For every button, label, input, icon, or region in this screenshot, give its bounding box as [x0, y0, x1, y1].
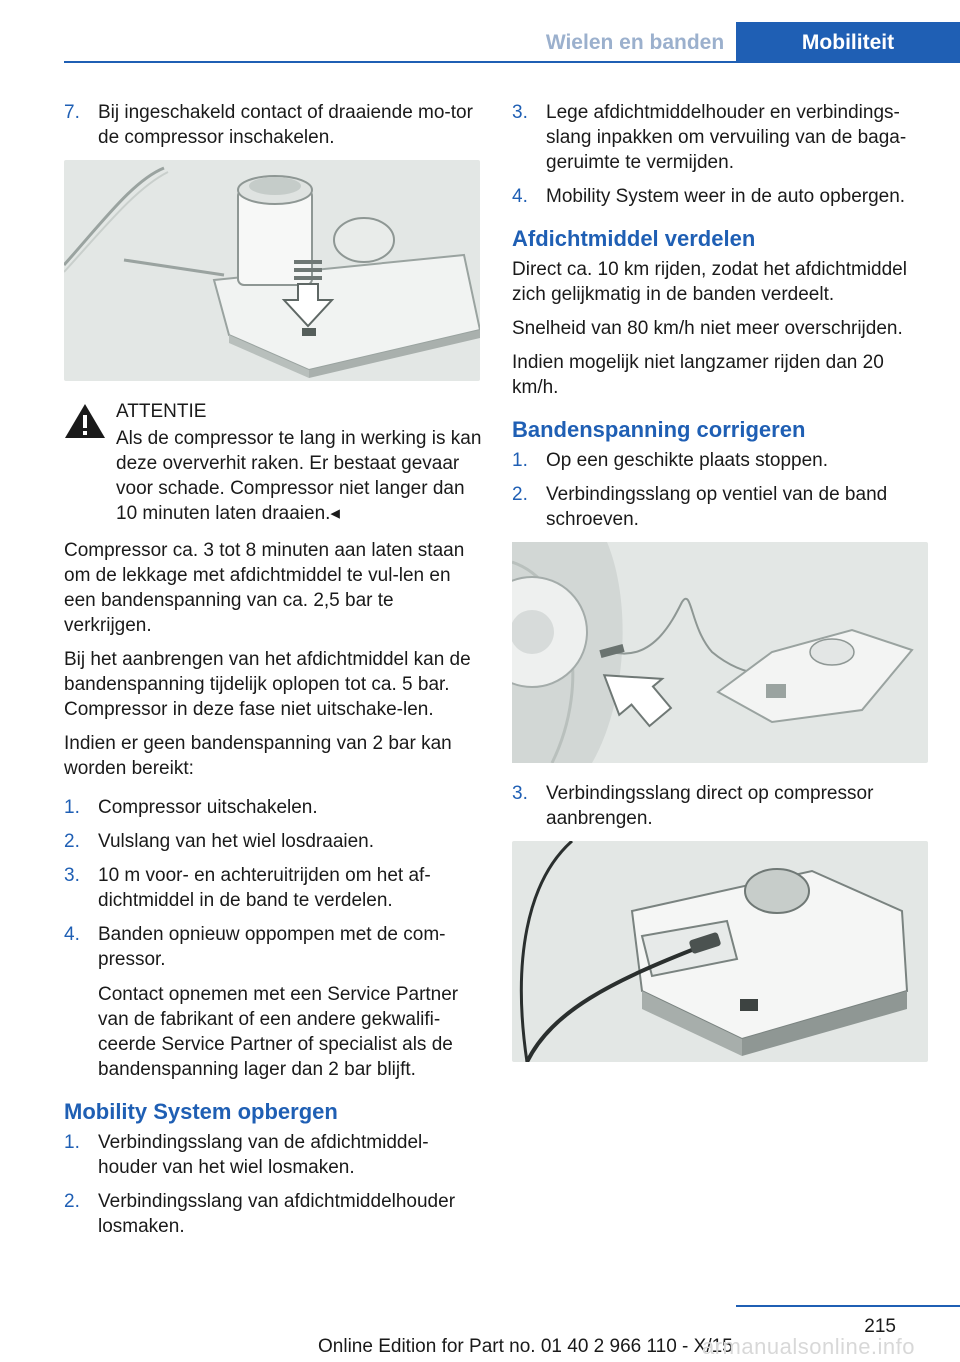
step-text: Compressor uitschakelen. [98, 797, 318, 818]
page-number: 215 [864, 1316, 896, 1337]
step-text: Bij ingeschakeld contact of draaiende mo‐tor de compressor inschakelen. [98, 102, 473, 148]
step-number: 1. [512, 450, 528, 471]
paragraph: Indien er geen bandenspanning van 2 bar kan worden bereikt: [64, 733, 452, 779]
figure-tyre-valve-hose [512, 542, 928, 763]
footer-rule [736, 1305, 960, 1307]
warning-triangle-icon [64, 403, 106, 439]
header-rule [64, 61, 960, 63]
right-column [512, 100, 928, 1080]
tyre-valve-hose-illustration [512, 542, 928, 763]
step-number: 7. [64, 102, 80, 123]
edition-text: Online Edition for Part no. 01 40 2 966 110 - X/15 [318, 1336, 733, 1357]
step-1 [512, 448, 928, 473]
step-2 [64, 1189, 482, 1239]
step-note: Contact opnemen met een Service Partner van de fabrikant of een andere gekwalifi‐ceerde Service Partner of specialist als de bandenspanning lager dan 2 bar blijft. [98, 984, 459, 1080]
step-text: Verbindingsslang direct op compressor aanbrengen. [546, 783, 874, 829]
step-3 [512, 781, 928, 831]
step-3 [512, 100, 928, 175]
step-4 [512, 184, 928, 209]
warning-box [64, 399, 482, 526]
step-number: 4. [64, 924, 80, 945]
step-text: 10 m voor- en achteruitrijden om het af‐dichtmiddel in de band te verdelen. [98, 865, 431, 911]
left-column [64, 100, 482, 1248]
paragraph: Compressor ca. 3 tot 8 minuten aan laten staan om de lekkage met afdichtmiddel te vul‐len en een bandenspanning van ca. 2,5 bar te verkrijgen. [64, 540, 465, 636]
step-4 [64, 922, 482, 1082]
step-text: Verbindingsslang van de afdichtmiddel‐houder van het wiel losmaken. [98, 1132, 429, 1178]
hose-on-compressor-illustration [512, 841, 928, 1062]
warning-title: ATTENTIE [116, 401, 207, 422]
step-text: Mobility System weer in de auto opbergen. [546, 186, 906, 207]
warning-body: Als de compressor te lang in werking is kan deze oververhit raken. Er bestaat gevaar voor schade. Compressor niet langer dan 10 minuten laten draaien.◂ [116, 428, 482, 524]
section-title-distribute-sealant: Afdichtmiddel verdelen [512, 226, 756, 251]
step-text: Banden opnieuw oppompen met de com‐pressor. [98, 924, 446, 970]
step-3 [64, 863, 482, 913]
paragraph: Indien mogelijk niet langzamer rijden dan 20 km/h. [512, 352, 884, 398]
step-number: 2. [512, 484, 528, 505]
step-number: 3. [512, 102, 528, 123]
section-title-correct-pressure: Bandenspanning corrigeren [512, 417, 806, 442]
paragraph: Snelheid van 80 km/h niet meer overschrijden. [512, 318, 903, 339]
section-title-mobility-storage: Mobility System opbergen [64, 1099, 338, 1124]
step-number: 1. [64, 797, 80, 818]
step-2 [512, 482, 928, 532]
paragraph: Direct ca. 10 km rijden, zodat het afdichtmiddel zich gelijkmatig in de banden verdeelt. [512, 259, 907, 305]
step-text: Op een geschikte plaats stoppen. [546, 450, 829, 471]
compressor-switch-illustration [64, 160, 480, 381]
step-2 [64, 829, 482, 854]
step-number: 3. [64, 865, 80, 886]
step-1 [64, 795, 482, 820]
header-active-tab[interactable]: Mobiliteit [736, 22, 960, 63]
step-7 [64, 100, 482, 150]
step-text: Verbindingsslang op ventiel van de band schroeven. [546, 484, 888, 530]
step-text: Lege afdichtmiddelhouder en verbindings‐slang inpakken om vervuiling van de baga‐geruimte te vermijden. [546, 102, 907, 173]
step-number: 2. [64, 831, 80, 852]
figure-hose-on-compressor [512, 841, 928, 1062]
figure-compressor-switch [64, 160, 480, 381]
paragraph: Bij het aanbrengen van het afdichtmiddel kan de bandenspanning tijdelijk oplopen tot ca. 5 bar. Compressor in deze fase niet uitschake‐len. [64, 649, 471, 720]
header-section-tab[interactable]: Wielen en banden [545, 31, 725, 54]
step-number: 3. [512, 783, 528, 804]
step-1 [64, 1130, 482, 1180]
step-text: Vulslang van het wiel losdraaien. [98, 831, 375, 852]
step-number: 1. [64, 1132, 80, 1153]
step-number: 4. [512, 186, 528, 207]
step-number: 2. [64, 1191, 80, 1212]
step-text: Verbindingsslang van afdichtmiddelhouder losmaken. [98, 1191, 456, 1237]
watermark: armanualsonline.info [702, 1334, 916, 1359]
